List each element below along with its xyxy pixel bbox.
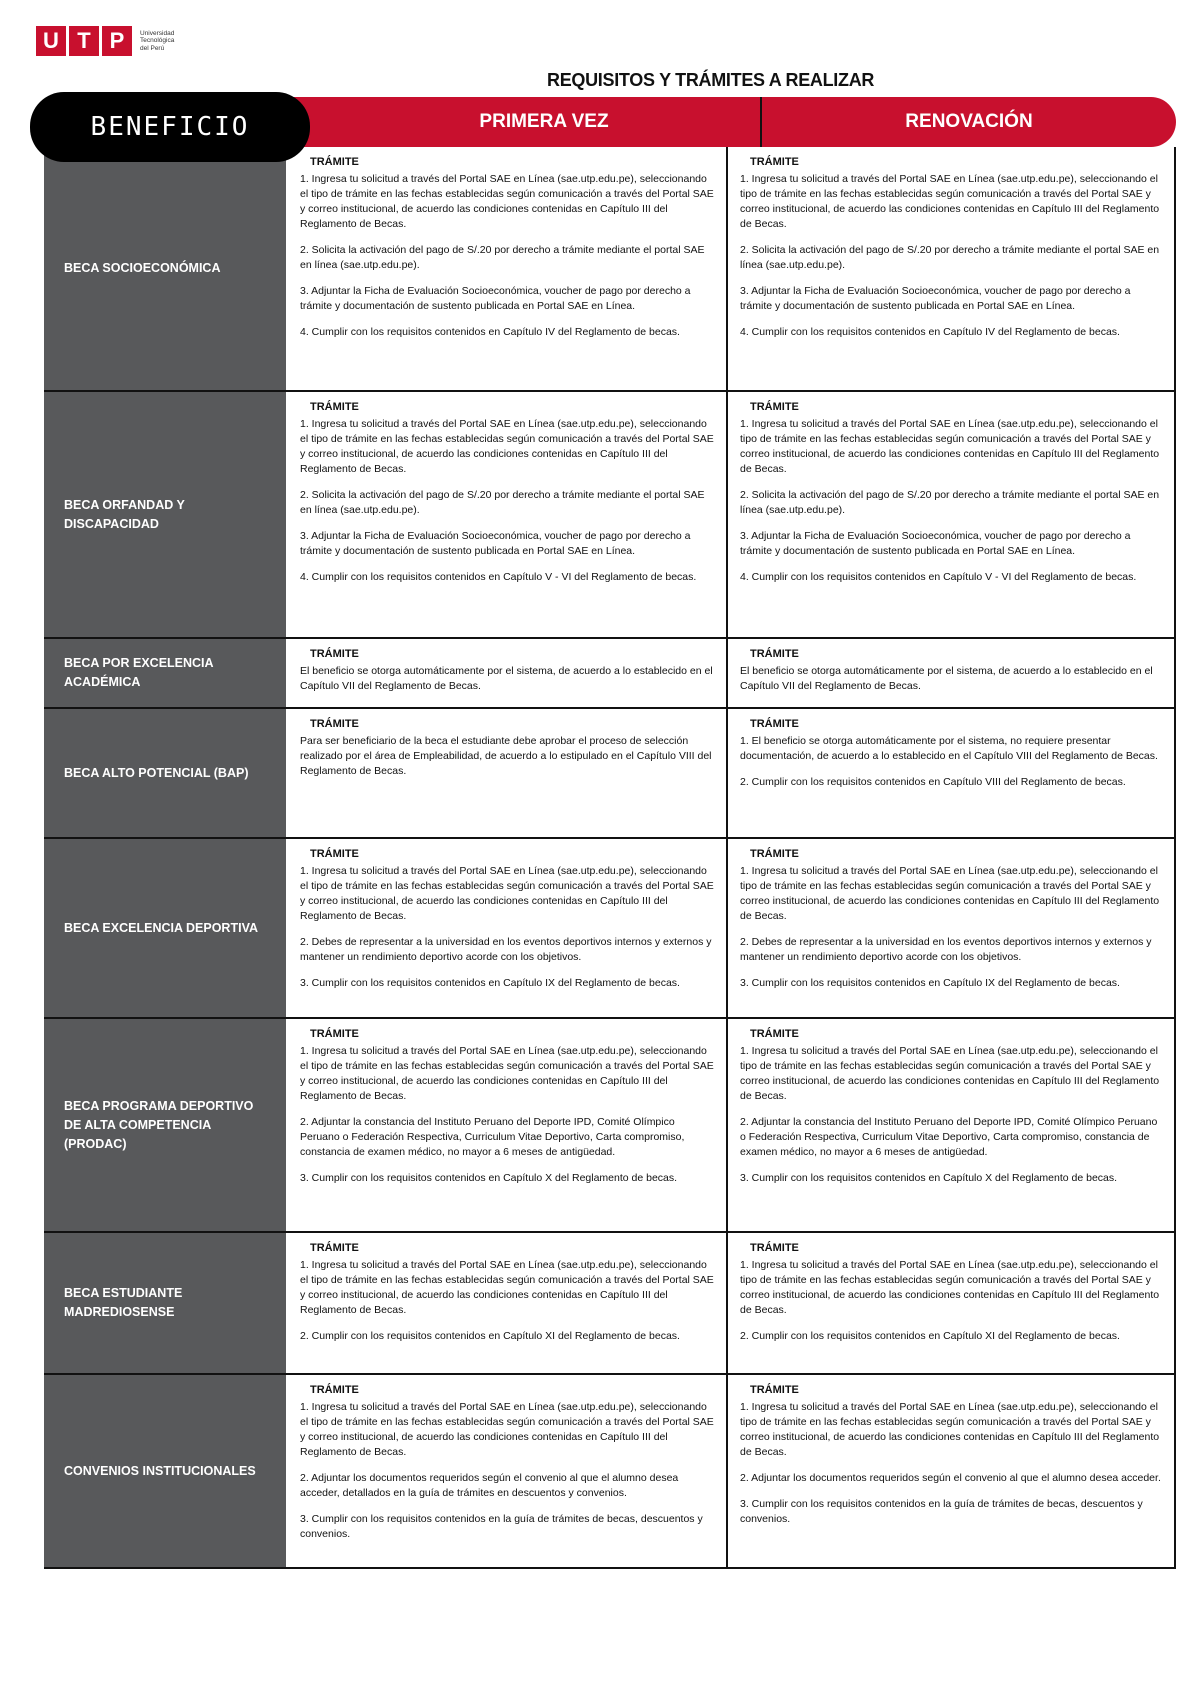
tramite-step: 1. Ingresa tu solicitud a través del Portal SAE en Línea (sae.utp.edu.pe), seleccionando el tipo de trámite en las fechas establecidas según comunicación a través del Portal SAE y correo institucional, de acuerdo las condiciones contenidas en Capítulo III del Reglamento de Becas. bbox=[300, 1401, 714, 1458]
header-primera-vez: PRIMERA VEZ bbox=[479, 111, 609, 132]
tramite-step: 3. Adjuntar la Ficha de Evaluación Socioeconómica, voucher de pago por derecho a trámite y documentación de sustento publicada en Portal SAE en Línea. bbox=[740, 530, 1131, 557]
benefit-name: BECA EXCELENCIA DEPORTIVA bbox=[44, 839, 288, 1017]
tramite-step: 1. Ingresa tu solicitud a través del Portal SAE en Línea (sae.utp.edu.pe), seleccionando el tipo de trámite en las fechas establecidas según comunicación a través del Portal SAE y correo institucional, de acuerdo las condiciones contenidas en Capítulo III del Reglamento de Becas. bbox=[300, 418, 714, 475]
tramite-step: 1. Ingresa tu solicitud a través del Portal SAE en Línea (sae.utp.edu.pe), seleccionando el tipo de trámite en las fechas establecidas según comunicación a través del Portal SAE y correo institucional, de acuerdo las condiciones contenidas en Capítulo III del Reglamento de Becas. bbox=[300, 1259, 714, 1316]
table-row bbox=[44, 392, 1176, 639]
tramite-label: TRÁMITE bbox=[750, 1242, 799, 1254]
tramite-step: 1. Ingresa tu solicitud a través del Portal SAE en Línea (sae.utp.edu.pe), seleccionando el tipo de trámite en las fechas establecidas según comunicación a través del Portal SAE y correo institucional, de acuerdo las condiciones contenidas en Capítulo III del Reglamento de Becas. bbox=[740, 1045, 1160, 1102]
table-row bbox=[44, 839, 1176, 1019]
logo-letter-p: P bbox=[102, 26, 132, 56]
tramite-label: TRÁMITE bbox=[750, 1384, 799, 1396]
logo-letters bbox=[36, 26, 132, 56]
table-row bbox=[44, 709, 1176, 839]
requirements-table bbox=[44, 147, 1176, 1569]
tramite-step: 1. El beneficio se otorga automáticamente por el sistema, no requiere presentar documentación, de acuerdo a lo establecido en el Capítulo VIII del Reglamento de Becas. bbox=[740, 735, 1158, 762]
tramite-label: TRÁMITE bbox=[750, 718, 799, 730]
tramite-step: 2. Debes de representar a la universidad en los eventos deportivos internos y externos y mantener un rendimiento deportivo acorde con los objetivos. bbox=[300, 936, 712, 963]
cell-renovacion bbox=[728, 639, 1176, 707]
tramite-step: 2. Solicita la activación del pago de S/.20 por derecho a trámite mediante el portal SAE en línea (sae.utp.edu.pe). bbox=[300, 489, 705, 516]
table-row bbox=[44, 1375, 1176, 1569]
tramite-step: 4. Cumplir con los requisitos contenidos en Capítulo V - VI del Reglamento de becas. bbox=[740, 571, 1137, 583]
tramite-step: El beneficio se otorga automáticamente por el sistema, de acuerdo a lo establecido en el Capítulo VII del Reglamento de Becas. bbox=[740, 665, 1153, 692]
tramite-step: 3. Cumplir con los requisitos contenidos en la guía de trámites de becas, descuentos y convenios. bbox=[740, 1498, 1143, 1525]
cell-renovacion bbox=[728, 147, 1176, 390]
utp-logo bbox=[36, 26, 174, 56]
benefit-name: BECA POR EXCELENCIA ACADÉMICA bbox=[44, 639, 288, 707]
benefit-name: BECA ESTUDIANTE MADREDIOSENSE bbox=[44, 1233, 288, 1373]
tramite-label: TRÁMITE bbox=[310, 401, 359, 413]
benefit-name: BECA ALTO POTENCIAL (BAP) bbox=[44, 709, 288, 837]
tramite-label: TRÁMITE bbox=[310, 1384, 359, 1396]
tramite-step: 4. Cumplir con los requisitos contenidos en Capítulo V - VI del Reglamento de becas. bbox=[300, 571, 697, 583]
tramite-label: TRÁMITE bbox=[750, 156, 799, 168]
cell-primera-vez bbox=[288, 147, 728, 390]
tramite-label: TRÁMITE bbox=[750, 1028, 799, 1040]
logo-letter-u: U bbox=[36, 26, 66, 56]
tramite-step: 4. Cumplir con los requisitos contenidos en Capítulo IV del Reglamento de becas. bbox=[740, 326, 1120, 338]
cell-renovacion bbox=[728, 1375, 1176, 1567]
tramite-step: El beneficio se otorga automáticamente por el sistema, de acuerdo a lo establecido en el Capítulo VII del Reglamento de Becas. bbox=[300, 665, 713, 692]
tramite-step: 2. Cumplir con los requisitos contenidos en Capítulo XI del Reglamento de becas. bbox=[740, 1330, 1120, 1342]
tramite-step: 3. Cumplir con los requisitos contenidos en Capítulo IX del Reglamento de becas. bbox=[740, 977, 1120, 989]
cell-primera-vez bbox=[288, 639, 728, 707]
cell-primera-vez bbox=[288, 1019, 728, 1231]
tramite-step: 2. Solicita la activación del pago de S/.20 por derecho a trámite mediante el portal SAE en línea (sae.utp.edu.pe). bbox=[300, 244, 705, 271]
benefit-name: BECA SOCIOECONÓMICA bbox=[44, 147, 288, 390]
tramite-step: 3. Cumplir con los requisitos contenidos en Capítulo IX del Reglamento de becas. bbox=[300, 977, 680, 989]
tramite-step: 3. Cumplir con los requisitos contenidos en Capítulo X del Reglamento de becas. bbox=[300, 1172, 678, 1184]
tramite-step: 1. Ingresa tu solicitud a través del Portal SAE en Línea (sae.utp.edu.pe), seleccionando el tipo de trámite en las fechas establecidas según comunicación a través del Portal SAE y correo institucional, de acuerdo las condiciones contenidas en Capítulo III del Reglamento de Becas. bbox=[740, 865, 1160, 922]
header-renovacion: RENOVACIÓN bbox=[905, 111, 1033, 132]
tramite-step: 3. Cumplir con los requisitos contenidos en la guía de trámites de becas, descuentos y convenios. bbox=[300, 1513, 703, 1540]
tramite-label: TRÁMITE bbox=[750, 648, 799, 660]
benefit-name: BECA ORFANDAD Y DISCAPACIDAD bbox=[44, 392, 288, 637]
tramite-step: 4. Cumplir con los requisitos contenidos en Capítulo IV del Reglamento de becas. bbox=[300, 326, 680, 338]
cell-renovacion bbox=[728, 1233, 1176, 1373]
logo-subtext-line: Tecnológica bbox=[140, 37, 175, 45]
benefit-name: CONVENIOS INSTITUCIONALES bbox=[44, 1375, 288, 1567]
tramite-label: TRÁMITE bbox=[750, 401, 799, 413]
table-row bbox=[44, 1019, 1176, 1233]
tramite-step: 2. Adjuntar la constancia del Instituto Peruano del Deporte IPD, Comité Olímpico Peruano o Federación Respectiva, Curriculum Vitae Deportivo, Carta compromiso, constancia de examen médico, no mayor a 6 meses de antigüedad. bbox=[300, 1116, 685, 1158]
page-title: REQUISITOS Y TRÁMITES A REALIZAR bbox=[547, 70, 875, 90]
tramite-step: 1. Ingresa tu solicitud a través del Portal SAE en Línea (sae.utp.edu.pe), seleccionando el tipo de trámite en las fechas establecidas según comunicación a través del Portal SAE y correo institucional, de acuerdo las condiciones contenidas en Capítulo III del Reglamento de Becas. bbox=[740, 1401, 1160, 1458]
table-row bbox=[44, 639, 1176, 709]
tramite-step: 1. Ingresa tu solicitud a través del Portal SAE en Línea (sae.utp.edu.pe), seleccionando el tipo de trámite en las fechas establecidas según comunicación a través del Portal SAE y correo institucional, de acuerdo las condiciones contenidas en Capítulo III del Reglamento de Becas. bbox=[740, 1259, 1160, 1316]
benefit-name: BECA PROGRAMA DEPORTIVO DE ALTA COMPETENCIA (PRODAC) bbox=[44, 1019, 288, 1231]
tramite-step: 2. Adjuntar la constancia del Instituto Peruano del Deporte IPD, Comité Olímpico Peruano o Federación Respectiva, Curriculum Vitae Deportivo, Carta compromiso, constancia de examen médico, no mayor a 6 meses de antigüedad. bbox=[740, 1116, 1158, 1158]
tramite-step: 2. Solicita la activación del pago de S/.20 por derecho a trámite mediante el portal SAE en línea (sae.utp.edu.pe). bbox=[740, 244, 1160, 271]
tramite-step: 1. Ingresa tu solicitud a través del Portal SAE en Línea (sae.utp.edu.pe), seleccionando el tipo de trámite en las fechas establecidas según comunicación a través del Portal SAE y correo institucional, de acuerdo las condiciones contenidas en Capítulo III del Reglamento de Becas. bbox=[740, 173, 1160, 230]
cell-renovacion bbox=[728, 839, 1176, 1017]
tramite-step: 2. Adjuntar los documentos requeridos según el convenio al que el alumno desea acceder, detallados en la guía de trámites en descuentos y convenios. bbox=[300, 1472, 679, 1499]
cell-primera-vez bbox=[288, 1375, 728, 1567]
header-beneficio: BENEFICIO bbox=[30, 92, 310, 162]
tramite-step: 2. Debes de representar a la universidad en los eventos deportivos internos y externos y mantener un rendimiento deportivo acorde con los objetivos. bbox=[740, 936, 1152, 963]
cell-primera-vez bbox=[288, 709, 728, 837]
tramite-step: 3. Adjuntar la Ficha de Evaluación Socioeconómica, voucher de pago por derecho a trámite y documentación de sustento publicada en Portal SAE en Línea. bbox=[740, 285, 1131, 312]
tramite-step: 2. Adjuntar los documentos requeridos según el convenio al que el alumno desea acceder. bbox=[740, 1472, 1161, 1484]
tramite-label: TRÁMITE bbox=[310, 848, 359, 860]
tramite-step: 2. Cumplir con los requisitos contenidos en Capítulo VIII del Reglamento de becas. bbox=[740, 776, 1126, 788]
logo-letter-t: T bbox=[69, 26, 99, 56]
tramite-step: 2. Solicita la activación del pago de S/.20 por derecho a trámite mediante el portal SAE en línea (sae.utp.edu.pe). bbox=[740, 489, 1160, 516]
tramite-label: TRÁMITE bbox=[310, 648, 359, 660]
logo-subtext-line: Universidad bbox=[140, 29, 175, 37]
logo-subtext-line: del Perú bbox=[140, 44, 165, 52]
cell-primera-vez bbox=[288, 392, 728, 637]
cell-renovacion bbox=[728, 1019, 1176, 1231]
tramite-step: 1. Ingresa tu solicitud a través del Portal SAE en Línea (sae.utp.edu.pe), seleccionando el tipo de trámite en las fechas establecidas según comunicación a través del Portal SAE y correo institucional, de acuerdo las condiciones contenidas en Capítulo III del Reglamento de Becas. bbox=[300, 173, 714, 230]
tramite-step: 3. Adjuntar la Ficha de Evaluación Socioeconómica, voucher de pago por derecho a trámite y documentación de sustento publicada en Portal SAE en Línea. bbox=[300, 530, 691, 557]
cell-renovacion bbox=[728, 392, 1176, 637]
tramite-label: TRÁMITE bbox=[310, 156, 359, 168]
tramite-step: 1. Ingresa tu solicitud a través del Portal SAE en Línea (sae.utp.edu.pe), seleccionando el tipo de trámite en las fechas establecidas según comunicación a través del Portal SAE y correo institucional, de acuerdo las condiciones contenidas en Capítulo III del Reglamento de Becas. bbox=[300, 1045, 714, 1102]
cell-renovacion bbox=[728, 709, 1176, 837]
cell-primera-vez bbox=[288, 839, 728, 1017]
logo-subtext bbox=[140, 30, 174, 53]
tramite-label: TRÁMITE bbox=[750, 848, 799, 860]
tramite-step: 3. Adjuntar la Ficha de Evaluación Socioeconómica, voucher de pago por derecho a trámite y documentación de sustento publicada en Portal SAE en Línea. bbox=[300, 285, 691, 312]
tramite-step: 3. Cumplir con los requisitos contenidos en Capítulo X del Reglamento de becas. bbox=[740, 1172, 1118, 1184]
tramite-label: TRÁMITE bbox=[310, 1242, 359, 1254]
table-row bbox=[44, 1233, 1176, 1375]
tramite-step: 2. Cumplir con los requisitos contenidos en Capítulo XI del Reglamento de becas. bbox=[300, 1330, 680, 1342]
tramite-label: TRÁMITE bbox=[310, 718, 359, 730]
tramite-step: Para ser beneficiario de la beca el estudiante debe aprobar el proceso de selección realizado por el área de Empleabilidad, de acuerdo a lo estipulado en el Capítulo VIII del Reglamento de Becas. bbox=[300, 735, 712, 777]
cell-primera-vez bbox=[288, 1233, 728, 1373]
table-row bbox=[44, 147, 1176, 392]
tramite-label: TRÁMITE bbox=[310, 1028, 359, 1040]
tramite-step: 1. Ingresa tu solicitud a través del Portal SAE en Línea (sae.utp.edu.pe), seleccionando el tipo de trámite en las fechas establecidas según comunicación a través del Portal SAE y correo institucional, de acuerdo las condiciones contenidas en Capítulo III del Reglamento de Becas. bbox=[300, 865, 714, 922]
tramite-step: 1. Ingresa tu solicitud a través del Portal SAE en Línea (sae.utp.edu.pe), seleccionando el tipo de trámite en las fechas establecidas según comunicación a través del Portal SAE y correo institucional, de acuerdo las condiciones contenidas en Capítulo III del Reglamento de Becas. bbox=[740, 418, 1160, 475]
